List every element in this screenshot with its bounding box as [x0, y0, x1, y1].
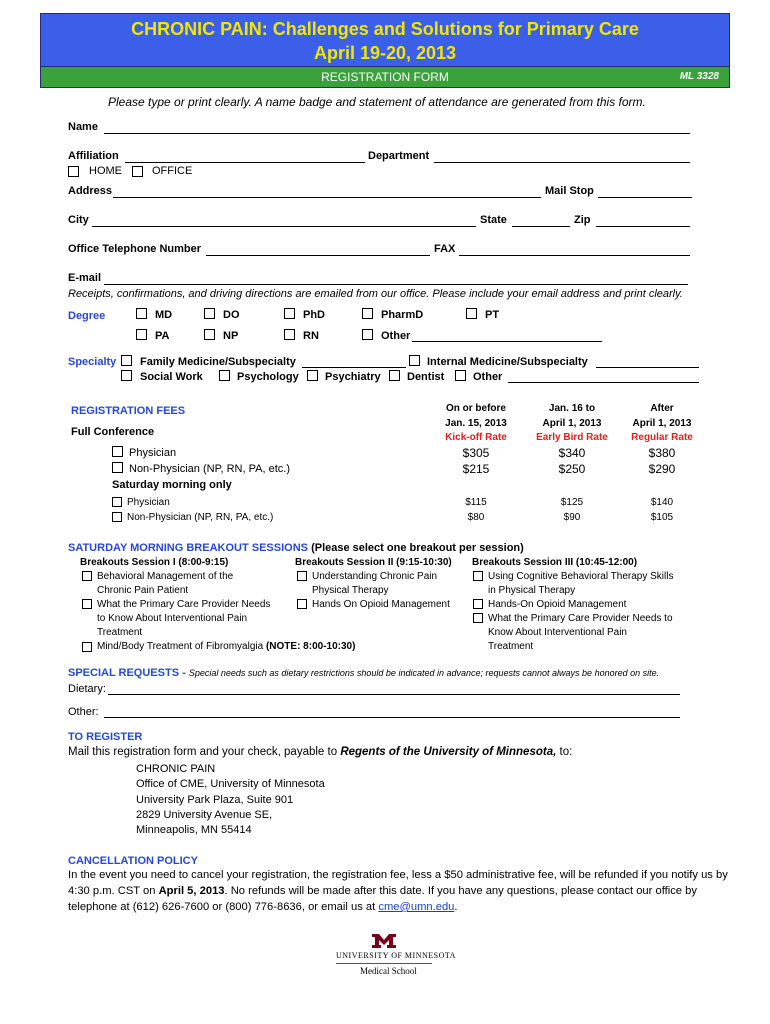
- degree-md-label: MD: [155, 309, 173, 321]
- logo-divider: [336, 963, 432, 964]
- office-phone-label: Office Telephone Number: [68, 243, 202, 255]
- cancel-deadline: April 5, 2013: [158, 885, 225, 897]
- affiliation-field[interactable]: [125, 162, 365, 163]
- full-physician-rate2: $340: [558, 446, 586, 460]
- department-field[interactable]: [434, 162, 690, 163]
- col3-rate: Regular Rate: [631, 432, 693, 443]
- full-physician-checkbox[interactable]: [112, 446, 123, 457]
- address-field[interactable]: [113, 197, 541, 198]
- affiliation-label: Affiliation: [68, 150, 119, 162]
- form-label: REGISTRATION FORM: [321, 70, 449, 84]
- home-checkbox[interactable]: [68, 166, 79, 177]
- name-field[interactable]: [104, 133, 690, 134]
- s1-fibromyalgia-label: [97, 641, 355, 652]
- specialty-family-field[interactable]: [302, 367, 406, 368]
- mail-address-line1: CHRONIC PAIN: [136, 763, 216, 775]
- mail-address-line4: 2829 University Avenue SE,: [136, 809, 273, 821]
- state-label: State: [480, 214, 507, 226]
- office-checkbox[interactable]: [132, 166, 143, 177]
- cancel-line2c: . No refunds will be made after this date. If you have any questions, please contact our office by: [224, 885, 697, 897]
- sat-physician-rate2: $125: [560, 497, 584, 508]
- s3-cbt-line2: in Physical Therapy: [488, 585, 576, 596]
- s1-fibromyalgia-text: Mind/Body Treatment of Fibromyalgia: [97, 641, 264, 652]
- full-non-physician-label: Non-Physician (NP, RN, PA, etc.): [129, 463, 290, 475]
- s3-opioid-label: Hands-On Opioid Management: [488, 599, 627, 610]
- cancel-line2a: 4:30 p.m. CST on: [68, 885, 156, 897]
- fees-title: REGISTRATION FEES: [71, 405, 186, 417]
- name-label: Name: [68, 121, 98, 133]
- full-conference-label: Full Conference: [71, 426, 155, 438]
- s3-interventional-line3: Treatment: [488, 641, 534, 652]
- s2-opioid-checkbox[interactable]: [297, 599, 307, 609]
- s1-fibromyalgia-note: (NOTE: 8:00-10:30): [265, 641, 356, 652]
- degree-phd-checkbox[interactable]: [284, 308, 295, 319]
- breakouts-title: SATURDAY MORNING BREAKOUT SESSIONS: [68, 542, 308, 554]
- instructions: Please type or print clearly. A name badge and statement of attendance are generated from this form.: [108, 95, 646, 109]
- specialty-label: Specialty: [68, 356, 117, 368]
- other-request-label: Other:: [68, 706, 99, 718]
- col2-line2: April 1, 2013: [542, 418, 602, 429]
- degree-other-field[interactable]: [412, 341, 602, 342]
- form-code: ML 3328: [679, 71, 719, 82]
- event-title: CHRONIC PAIN: Challenges and Solutions for Primary Care: [131, 19, 639, 39]
- degree-other-label: Other: [381, 330, 411, 342]
- specialty-family-checkbox[interactable]: [121, 355, 132, 366]
- s1-fibromyalgia-checkbox[interactable]: [82, 642, 92, 652]
- university-name: UNIVERSITY OF MINNESOTA: [336, 951, 456, 960]
- session1-title: Breakouts Session I (8:00-9:15): [80, 557, 229, 568]
- email-label: E-mail: [68, 272, 102, 284]
- full-non-physician-rate3: $290: [648, 462, 676, 476]
- sat-physician-checkbox[interactable]: [112, 497, 122, 507]
- full-physician-label: Physician: [129, 447, 177, 459]
- degree-pa-label: PA: [155, 330, 170, 342]
- s2-pt-line1: Understanding Chronic Pain: [312, 571, 438, 582]
- mail-address-line5: Minneapolis, MN 55414: [136, 824, 252, 836]
- cancel-line2: [68, 885, 697, 897]
- s3-cbt-line1: Using Cognitive Behavioral Therapy Skills: [488, 571, 674, 582]
- s1-interventional-line2: to Know About Interventional Pain: [97, 613, 248, 624]
- degree-np-label: NP: [223, 330, 239, 342]
- cancel-line3: [68, 901, 458, 913]
- specialty-psychiatry-label: Psychiatry: [325, 371, 381, 383]
- address-label: Address: [68, 185, 113, 197]
- specialty-social-work-label: Social Work: [140, 371, 203, 383]
- register-to: to:: [559, 746, 573, 758]
- s3-interventional-checkbox[interactable]: [473, 613, 483, 623]
- sat-physician-rate1: $115: [465, 497, 487, 508]
- s2-pt-checkbox[interactable]: [297, 571, 307, 581]
- col2-rate: Early Bird Rate: [536, 432, 608, 443]
- degree-label: Degree: [68, 310, 106, 322]
- full-non-physician-rate2: $250: [558, 462, 586, 476]
- degree-do-label: DO: [223, 309, 240, 321]
- degree-pt-label: PT: [485, 309, 500, 321]
- medical-school: Medical School: [360, 966, 417, 976]
- degree-np-checkbox[interactable]: [204, 329, 215, 340]
- form-label-bar: [40, 67, 730, 88]
- s2-pt-line2: Physical Therapy: [312, 585, 389, 596]
- email-note: Receipts, confirmations, and driving directions are emailed from our office. Please include your email address and print clearly.: [68, 288, 683, 300]
- cancel-line3a: telephone at (612) 626-7600 or (800) 776-8636, or email us at: [68, 901, 376, 913]
- saturday-only-label: Saturday morning only: [112, 479, 232, 491]
- full-physician-rate3: $380: [648, 446, 676, 460]
- s3-interventional-line2: Know About Interventional Pain: [488, 627, 627, 638]
- full-non-physician-checkbox[interactable]: [112, 462, 123, 473]
- sat-non-physician-label: Non-Physician (NP, RN, PA, etc.): [127, 512, 274, 523]
- specialty-social-work-checkbox[interactable]: [121, 370, 132, 381]
- dietary-field[interactable]: [108, 694, 680, 695]
- register-intro-text: Mail this registration form and your check, payable to: [68, 746, 338, 758]
- department-label: Department: [368, 150, 430, 162]
- cancel-line3b: .: [454, 901, 458, 913]
- email-field[interactable]: [104, 284, 688, 285]
- specialty-family-label: Family Medicine/Subspecialty: [140, 356, 296, 368]
- s3-interventional-line1: What the Primary Care Provider Needs to: [488, 613, 673, 624]
- office-phone-field[interactable]: [206, 255, 430, 256]
- register-payee: Regents of the University of Minnesota,: [340, 746, 557, 758]
- degree-pharmd-checkbox[interactable]: [362, 308, 373, 319]
- other-request-field[interactable]: [104, 717, 680, 718]
- specialty-internal-field[interactable]: [596, 367, 699, 368]
- degree-pharmd-label: PharmD: [381, 309, 424, 321]
- s1-behavioral-checkbox[interactable]: [82, 571, 92, 581]
- col3-line2: April 1, 2013: [632, 418, 692, 429]
- event-dates: April 19-20, 2013: [313, 43, 457, 63]
- s1-interventional-line3: Treatment: [97, 627, 143, 638]
- register-title: TO REGISTER: [68, 731, 143, 743]
- specialty-internal-label: Internal Medicine/Subspecialty: [427, 356, 588, 368]
- col3-line1: After: [650, 403, 674, 414]
- full-physician-rate1: $305: [462, 446, 490, 460]
- sat-non-physician-rate1: $80: [467, 512, 485, 523]
- sat-physician-label: Physician: [127, 497, 170, 508]
- s1-behavioral-line2: Chronic Pain Patient: [97, 585, 189, 596]
- cme-email-link[interactable]: cme@umn.edu: [378, 901, 455, 913]
- cancel-title: CANCELLATION POLICY: [68, 855, 198, 867]
- mail-address-line3: University Park Plaza, Suite 901: [136, 794, 294, 806]
- col2-line1: Jan. 16 to: [548, 403, 596, 414]
- specialty-dentist-checkbox[interactable]: [389, 370, 400, 381]
- s1-interventional-checkbox[interactable]: [82, 599, 92, 609]
- specialty-dentist-label: Dentist: [407, 371, 445, 383]
- sat-non-physician-rate2: $90: [563, 512, 581, 523]
- col1-line1: On or before: [445, 403, 506, 414]
- degree-md-checkbox[interactable]: [136, 308, 147, 319]
- degree-pt-checkbox[interactable]: [466, 308, 477, 319]
- s1-interventional-line1: What the Primary Care Provider Needs: [97, 599, 271, 610]
- session3-title: Breakouts Session III (10:45-12:00): [472, 557, 638, 568]
- s2-opioid-label: Hands On Opioid Management: [312, 599, 450, 610]
- special-title: SPECIAL REQUESTS -: [68, 667, 186, 679]
- university-m-logo-icon: [372, 934, 396, 948]
- degree-rn-label: RN: [303, 330, 319, 342]
- degree-pa-checkbox[interactable]: [136, 329, 147, 340]
- city-field[interactable]: [92, 226, 476, 227]
- mail-stop-field[interactable]: [598, 197, 692, 198]
- sat-non-physician-rate3: $105: [650, 512, 674, 523]
- specialty-other-field[interactable]: [508, 382, 699, 383]
- session2-title: Breakouts Session II (9:15-10:30): [295, 557, 452, 568]
- degree-phd-label: PhD: [303, 309, 325, 321]
- state-field[interactable]: [512, 226, 570, 227]
- degree-do-checkbox[interactable]: [204, 308, 215, 319]
- s1-behavioral-line1: Behavioral Management of the: [97, 571, 234, 582]
- fax-field[interactable]: [459, 255, 690, 256]
- office-label: OFFICE: [152, 165, 193, 177]
- sat-non-physician-checkbox[interactable]: [112, 512, 122, 522]
- sat-physician-rate3: $140: [650, 497, 674, 508]
- specialty-psychology-checkbox[interactable]: [219, 370, 230, 381]
- fax-label: FAX: [434, 243, 456, 255]
- breakouts-heading: [68, 542, 524, 554]
- degree-other-checkbox[interactable]: [362, 329, 373, 340]
- special-heading: [68, 667, 659, 679]
- col1-line2: Jan. 15, 2013: [445, 418, 507, 429]
- specialty-other-checkbox[interactable]: [455, 370, 466, 381]
- mail-address-line2: Office of CME, University of Minnesota: [136, 778, 325, 790]
- degree-rn-checkbox[interactable]: [284, 329, 295, 340]
- specialty-internal-checkbox[interactable]: [409, 355, 420, 366]
- home-label: HOME: [89, 165, 122, 177]
- breakouts-subtitle: (Please select one breakout per session): [311, 542, 524, 554]
- cancel-line1: In the event you need to cancel your registration, the registration fee, less a $50 administrative fee, will be refunded if you notify us by: [68, 869, 728, 881]
- specialty-psychiatry-checkbox[interactable]: [307, 370, 318, 381]
- s3-opioid-checkbox[interactable]: [473, 599, 483, 609]
- zip-label: Zip: [574, 214, 591, 226]
- city-label: City: [68, 214, 89, 226]
- s3-cbt-checkbox[interactable]: [473, 571, 483, 581]
- register-intro: [68, 746, 572, 758]
- col1-rate: Kick-off Rate: [445, 432, 507, 443]
- full-non-physician-rate1: $215: [462, 462, 490, 476]
- dietary-label: Dietary:: [68, 683, 106, 695]
- mail-stop-label: Mail Stop: [545, 185, 594, 197]
- specialty-other-label: Other: [473, 371, 503, 383]
- special-note: Special needs such as dietary restrictions should be indicated in advance; requests cannot always be honored on site.: [188, 668, 660, 678]
- specialty-psychology-label: Psychology: [237, 371, 299, 383]
- zip-field[interactable]: [596, 226, 690, 227]
